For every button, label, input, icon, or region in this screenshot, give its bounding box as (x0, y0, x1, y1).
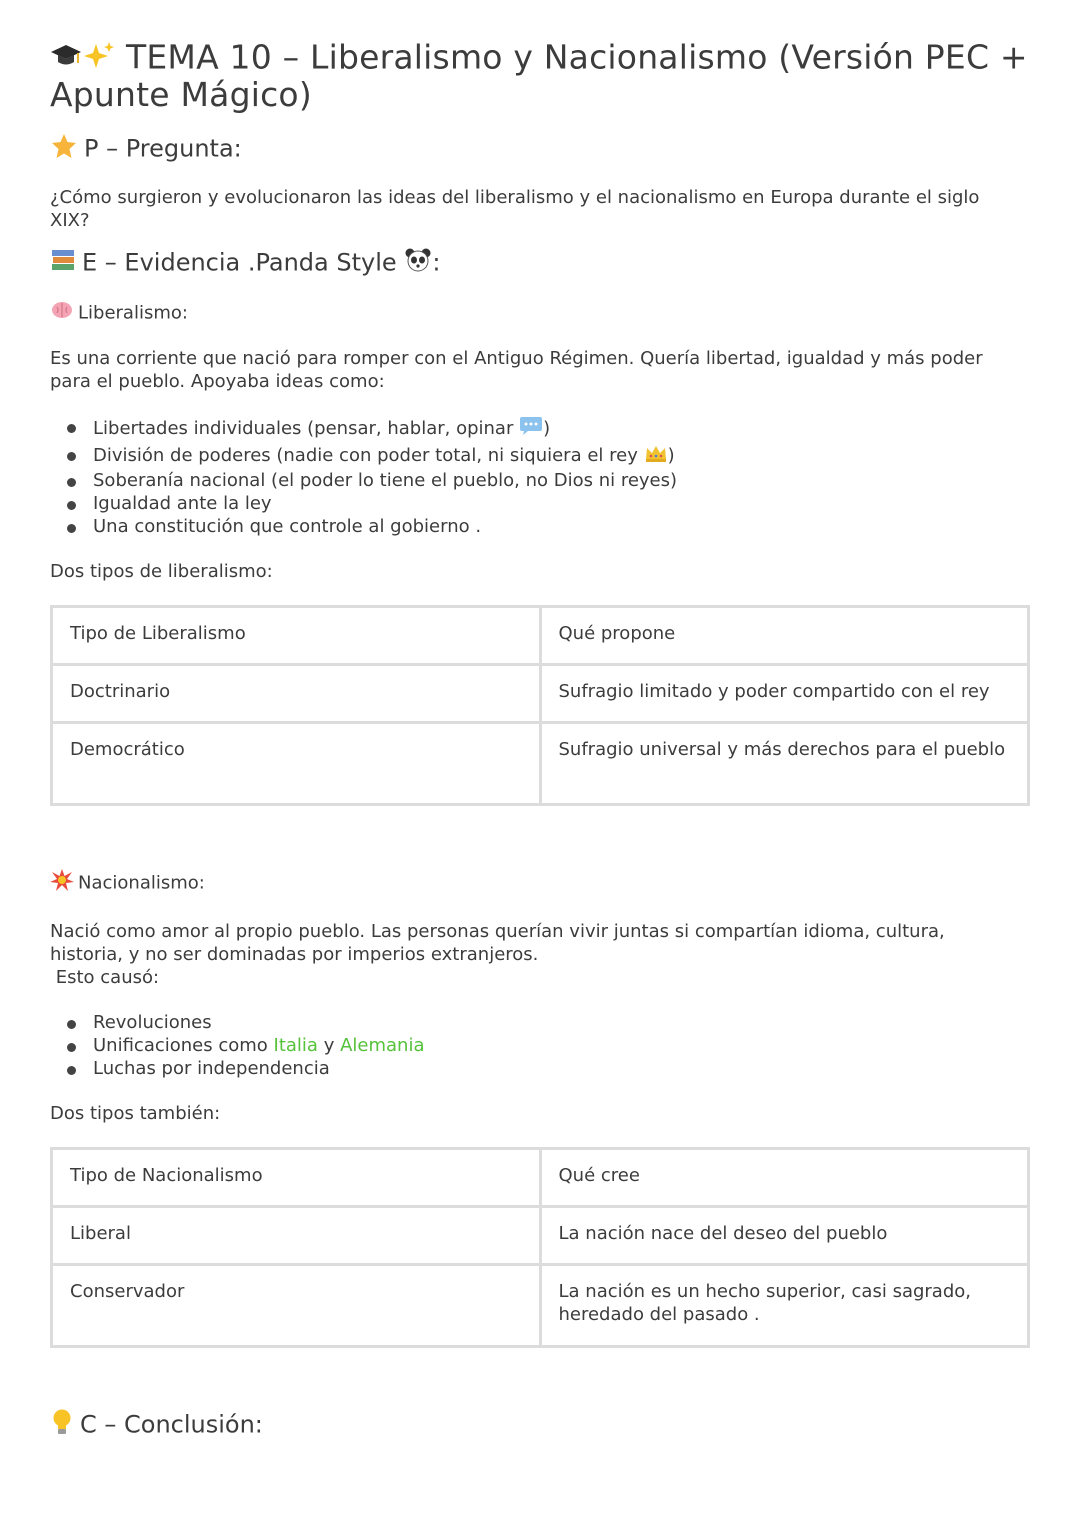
table-cell: La nación es un hecho superior, casi sagrado, heredado del pasado . (540, 1265, 1029, 1347)
liberalism-intro: Es una corriente que nació para romper con el Antiguo Régimen. Quería libertad, igualdad y más poder para el pueblo. Apoyaba ideas como: (50, 348, 983, 392)
brain-icon (50, 300, 74, 327)
list-item: Revoluciones (93, 1011, 1030, 1034)
light-bulb-icon (50, 1408, 74, 1443)
nationalism-table (50, 1147, 1030, 1348)
list-item-text: y (317, 1035, 341, 1056)
table-header-cell: Qué cree (540, 1149, 1029, 1207)
conclusion-heading-text: C – Conclusión: (80, 1410, 263, 1439)
table-row (52, 607, 1029, 665)
list-item: Luchas por independencia (93, 1057, 1030, 1080)
italy-highlight: Italia (273, 1035, 318, 1056)
list-item-closer: ) (667, 445, 675, 466)
table-header-cell: Tipo de Nacionalismo (52, 1149, 541, 1207)
table-cell: Liberal (52, 1207, 541, 1265)
list-item-text: Unificaciones como (93, 1035, 274, 1056)
table-row (52, 1149, 1029, 1207)
list-item-closer: ) (543, 418, 551, 439)
liberalism-heading (50, 300, 1030, 327)
table-cell: Democrático (52, 723, 541, 805)
table-cell: Sufragio universal y más derechos para el pueblo (540, 723, 1029, 805)
sparkles-icon (82, 40, 116, 78)
table-row (52, 723, 1029, 805)
list-item-text: División de poderes (nadie con poder total, ni siquiera el rey (93, 445, 644, 466)
table-row (52, 1265, 1029, 1347)
liberalism-list (50, 415, 1030, 538)
evidence-heading-colon: : (432, 248, 441, 277)
conclusion-heading (50, 1408, 1030, 1443)
speech-bubble-icon (519, 415, 543, 443)
list-item: Una constitución que controle al gobierno . (93, 515, 1030, 538)
list-item: Igualdad ante la ley (93, 492, 1030, 515)
nationalism-intro: Nació como amor al propio pueblo. Las personas querían vivir juntas si compartían idioma, cultura, historia, y no ser dominadas por imperios extranjeros. (50, 921, 945, 965)
table-header-cell: Qué propone (540, 607, 1029, 665)
liberalism-heading-text: Liberalismo: (78, 302, 188, 324)
table-header-cell: Tipo de Liberalismo (52, 607, 541, 665)
list-item (93, 1034, 1030, 1057)
page-title (50, 37, 1030, 114)
liberalism-table (50, 605, 1030, 806)
collision-icon (50, 869, 74, 898)
list-item-text: Libertades individuales (pensar, hablar, opinar (93, 418, 520, 439)
title-text: TEMA 10 – Liberalismo y Nacionalismo (Versión PEC + Apunte Mágico) (50, 37, 1028, 114)
table-cell: Doctrinario (52, 665, 541, 723)
question-heading (50, 133, 1030, 166)
nationalism-heading-text: Nacionalismo: (78, 872, 205, 894)
nationalism-types-label: Dos tipos también: (50, 1103, 221, 1124)
question-text: ¿Cómo surgieron y evolucionaron las ideas del liberalismo y el nacionalismo en Europa durante el siglo XIX? (50, 187, 980, 231)
nationalism-caused: Esto causó: (50, 967, 160, 988)
evidence-heading-text: E – Evidencia .Panda Style (82, 248, 397, 277)
list-item (93, 443, 1030, 469)
list-item (93, 415, 1030, 443)
question-heading-text: P – Pregunta: (84, 134, 242, 163)
table-row (52, 665, 1029, 723)
document-page (50, 37, 1030, 1443)
graduation-cap-icon (50, 41, 82, 77)
table-cell: La nación nace del deseo del pueblo (540, 1207, 1029, 1265)
list-item: Soberanía nacional (el poder lo tiene el pueblo, no Dios ni reyes) (93, 469, 1030, 492)
books-icon (50, 247, 76, 280)
germany-highlight: Alemania (340, 1035, 425, 1056)
table-row (52, 1207, 1029, 1265)
panda-icon (404, 247, 432, 280)
table-cell: Sufragio limitado y poder compartido con el rey (540, 665, 1029, 723)
liberalism-types-label: Dos tipos de liberalismo: (50, 561, 273, 582)
nationalism-list (50, 1011, 1030, 1080)
glowing-star-icon (50, 133, 78, 166)
nationalism-heading (50, 869, 1030, 898)
evidence-heading (50, 247, 1030, 280)
crown-icon (644, 443, 668, 469)
table-cell: Conservador (52, 1265, 541, 1347)
